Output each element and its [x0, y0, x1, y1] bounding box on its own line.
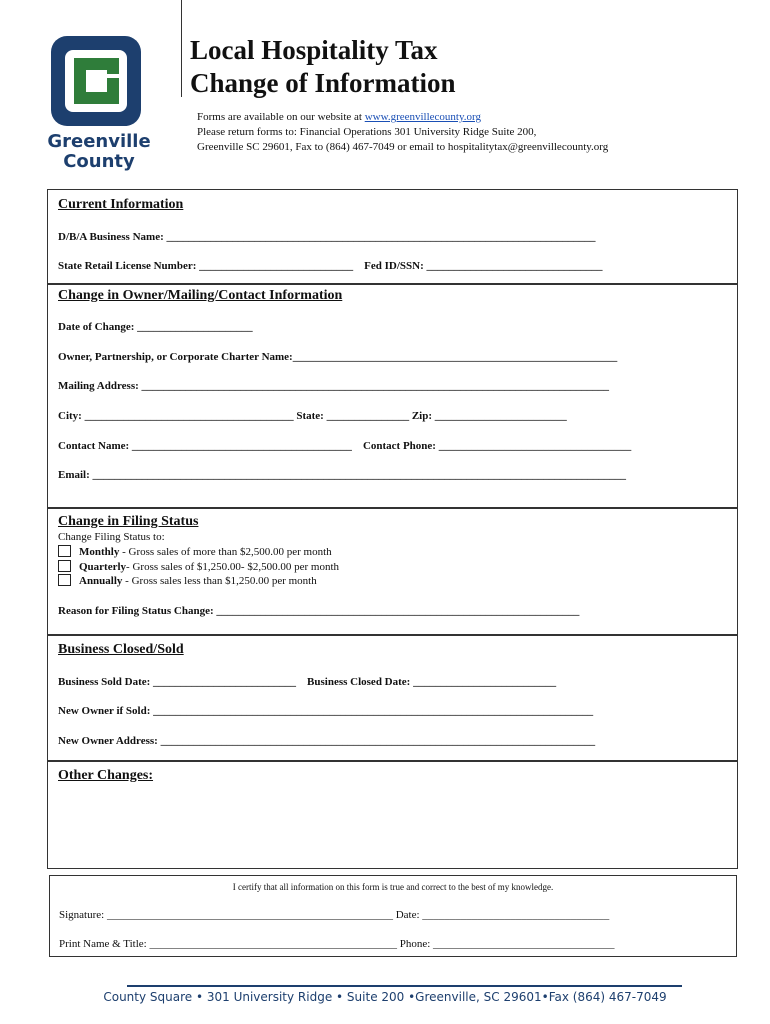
filing-status-section [47, 508, 738, 635]
dba-field[interactable]: D/B/A Business Name: ______________________________________________________________________________ [58, 231, 596, 243]
section-title: Business Closed/Sold [58, 642, 184, 657]
page-title: Local Hospitality Tax Change of Information [190, 35, 456, 98]
filing-option-quarterly[interactable]: Quarterly- Gross sales of $1,250.00- $2,500.00 per month [58, 560, 339, 573]
closed-date-field[interactable]: Business Closed Date: __________________________ [307, 676, 557, 688]
mailing-address-field[interactable]: Mailing Address: _____________________________________________________________________________________ [58, 380, 610, 392]
logo-text-line1: Greenville [47, 131, 151, 152]
section-title: Other Changes: [58, 768, 154, 783]
fedid-field[interactable]: Fed ID/SSN: ________________________________ [364, 260, 603, 272]
owner-contact-section [47, 284, 738, 508]
zip-field[interactable]: Zip: ________________________ [411, 410, 567, 422]
new-owner-address-field[interactable]: New Owner Address: _______________________________________________________________________________ [58, 735, 596, 747]
other-changes-section[interactable] [47, 761, 738, 869]
section-title: Change in Owner/Mailing/Contact Information [58, 288, 343, 303]
owner-name-field[interactable]: Owner, Partnership, or Corporate Charter Name:___________________________________________________________ [58, 351, 618, 363]
sign-date-field[interactable]: Date: __________________________________ [395, 909, 610, 921]
filing-subtitle: Change Filing Status to: [58, 531, 165, 543]
print-name-field[interactable]: Print Name & Title: _____________________________________________ [59, 938, 397, 950]
closed-dates-row [58, 676, 556, 688]
contact-phone-field[interactable]: Contact Phone: ___________________________________ [362, 440, 632, 452]
signature-row [59, 909, 609, 921]
filing-option-annually[interactable]: Annually - Gross sales less than $1,250.00 per month [58, 574, 317, 587]
quarterly-checkbox[interactable] [58, 560, 71, 572]
certify-statement: I certify that all information on this form is true and correct to the best of my knowledge. [232, 882, 554, 892]
contact-row [58, 440, 631, 452]
date-of-change-field[interactable]: Date of Change: _____________________ [58, 321, 253, 333]
section-title: Current Information [58, 197, 184, 212]
city-field[interactable]: City: ______________________________________ [58, 410, 294, 422]
print-name-row [59, 938, 615, 950]
license-field[interactable]: State Retail License Number: ____________________________ Fed ID/SSN: ________________________________ [58, 260, 603, 272]
new-owner-field[interactable]: New Owner if Sold: ________________________________________________________________________________ [58, 705, 594, 717]
signature-field[interactable]: Signature: ____________________________________________________ [59, 909, 393, 921]
header-info: Forms are available on our website at www.greenvillecounty.org Please return forms to: Financial Operations 301 University Ridge Suite 200, Greenville SC 29601, Fax to (864) 467-7049 or email to hospitalitytax@greenvillecounty.org [197, 111, 609, 153]
reason-field[interactable]: Reason for Filing Status Change: __________________________________________________________________ [58, 605, 580, 617]
sold-date-field[interactable]: Business Sold Date: __________________________ [58, 676, 297, 688]
current-info-section [47, 189, 738, 284]
logo-text-line2: County [63, 151, 135, 172]
filing-option-monthly[interactable]: Monthly - Gross sales of more than $2,500.00 per month [58, 545, 332, 558]
certification-box [49, 875, 737, 957]
footer-divider [127, 985, 682, 987]
greenville-county-logo [34, 34, 164, 174]
annually-checkbox[interactable] [58, 574, 71, 586]
g-logo-icon [34, 34, 164, 134]
email-field[interactable]: Email: _________________________________________________________________________________________________ [58, 469, 627, 481]
section-title: Change in Filing Status [58, 514, 199, 529]
phone-field[interactable]: Phone: _________________________________ [399, 938, 615, 950]
state-field[interactable]: State: _______________ [296, 410, 410, 422]
monthly-checkbox[interactable] [58, 545, 71, 557]
contact-name-field[interactable]: Contact Name: ________________________________________ [58, 440, 352, 452]
business-closed-section [47, 635, 738, 761]
website-link[interactable]: www.greenvillecounty.org [364, 111, 481, 123]
city-state-zip-row [58, 410, 567, 422]
footer-address: County Square • 301 University Ridge • Suite 200 •Greenville, SC 29601•Fax (864) 467-7049 [103, 990, 667, 1004]
header-divider [181, 0, 182, 97]
